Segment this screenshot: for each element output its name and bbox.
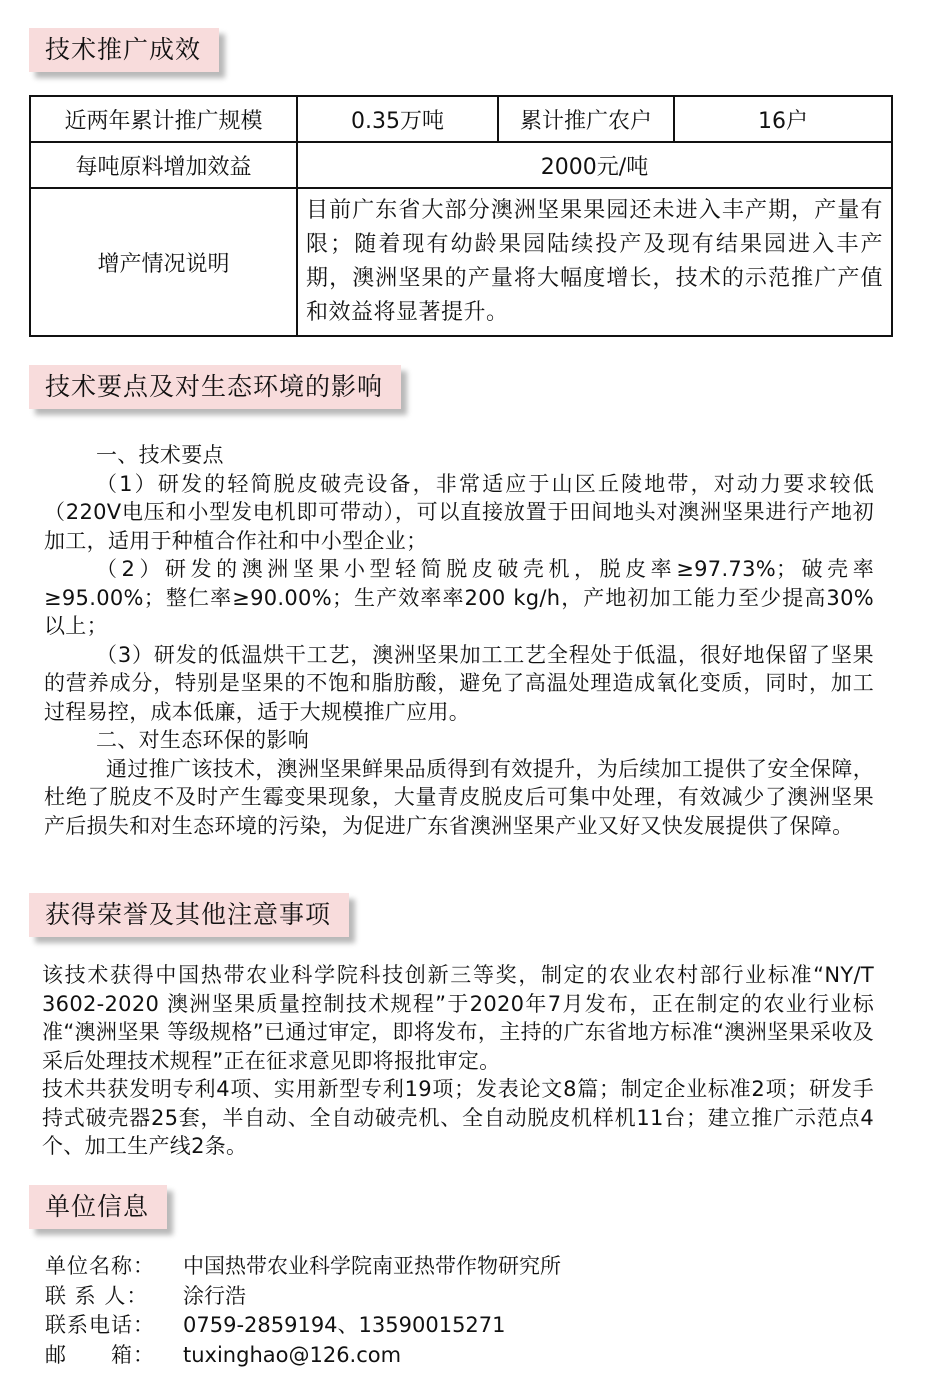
tech-point-3: （3）研发的低温烘干工艺，澳洲坚果加工工艺全程处于低温，很好地保留了坚果的营养成分，特别是坚果的不饱和脂肪酸，避免了高温处理造成氧化变质，同时，加工过程易控，成本低廉，适于大规模推广应用。 <box>44 642 874 724</box>
promotion-table <box>29 95 893 337</box>
table-row <box>30 142 892 188</box>
tech-point-1: （1）研发的轻简脱皮破壳设备，非常适应于山区丘陵地带，对动力要求较低（220V电压和小型发电机即可带动），可以直接放置于田间地头对澳洲坚果进行产地初加工，适用于种植合作社和中小型企业； <box>44 471 874 553</box>
scale-value: 0.35万吨 <box>297 96 498 142</box>
section-title-unit: 单位信息 <box>29 1185 167 1229</box>
scale-label: 近两年累计推广规模 <box>30 96 297 142</box>
unit-info <box>45 1252 561 1370</box>
benefit-value: 2000元/吨 <box>297 142 892 188</box>
section-title-promotion: 技术推广成效 <box>29 28 219 72</box>
unit-name-value: 中国热带农业科学院南亚热带作物研究所 <box>183 1254 561 1278</box>
phone-label: 联系电话： <box>45 1313 155 1337</box>
email-label: 邮 箱： <box>45 1342 155 1367</box>
phone-row <box>45 1311 561 1341</box>
honors-paragraph-2: 技术共获发明专利4项、实用新型专利19项；发表论文8篇；制定企业标准2项；研发手持式破壳器25套，半自动、全自动破壳机、全自动脱皮机样机11台；建立推广示范点4个、加工生产线2条。 <box>42 1077 874 1158</box>
farmers-label: 累计推广农户 <box>498 96 674 142</box>
farmers-value: 16户 <box>674 96 892 142</box>
table-row <box>30 188 892 336</box>
table-row <box>30 96 892 142</box>
heading-tech-points: 一、技术要点 <box>96 443 224 467</box>
honors-paragraph-1: 该技术获得中国热带农业科学院科技创新三等奖，制定的农业农村部行业标准“NY/T 3602-2020 澳洲坚果质量控制技术规程”于2020年7月发布，正在制定的农业行业标准“澳洲坚果 等级规格”已通过审定，即将发布，主持的广东省地方标准“澳洲坚果采收及采后处理技术规程”正在征求意见即将报批审定。 <box>42 963 874 1073</box>
honors-text <box>42 961 874 1161</box>
heading-eco-impact: 二、对生态环保的影响 <box>96 728 309 752</box>
unit-name-row <box>45 1252 561 1282</box>
contact-label: 联 系 人： <box>45 1283 149 1308</box>
section-title-honors: 获得荣誉及其他注意事项 <box>29 893 349 937</box>
eco-impact-text: 通过推广该技术，澳洲坚果鲜果品质得到有效提升，为后续加工提供了安全保障，杜绝了脱皮不及时产生霉变果现象，大量青皮脱皮后可集中处理，有效减少了澳洲坚果产后损失和对生态环境的污染，为促进广东省澳洲坚果产业又好又快发展提供了保障。 <box>44 756 874 838</box>
technology-text <box>44 441 874 840</box>
email-value: tuxinghao@126.com <box>183 1342 402 1367</box>
unit-name-label: 单位名称： <box>45 1254 155 1278</box>
tech-point-2: （2）研发的澳洲坚果小型轻简脱皮破壳机，脱皮率≥97.73%；破壳率≥95.00%；整仁率≥90.00%；生产效率率200 kg/h，产地初加工能力至少提高30%以上； <box>44 557 874 638</box>
contact-value: 涂行浩 <box>183 1283 246 1308</box>
section-title-technology: 技术要点及对生态环境的影响 <box>29 365 401 409</box>
output-description: 目前广东省大部分澳洲坚果果园还未进入丰产期，产量有限；随着现有幼龄果园陆续投产及现有结果园进入丰产期，澳洲坚果的产量将大幅度增长，技术的示范推广产值和效益将显著提升。 <box>297 188 892 336</box>
output-label: 增产情况说明 <box>30 188 297 336</box>
benefit-label: 每吨原料增加效益 <box>30 142 297 188</box>
phone-value: 0759-2859194、13590015271 <box>183 1313 506 1337</box>
email-row <box>45 1341 561 1371</box>
contact-row <box>45 1282 561 1312</box>
